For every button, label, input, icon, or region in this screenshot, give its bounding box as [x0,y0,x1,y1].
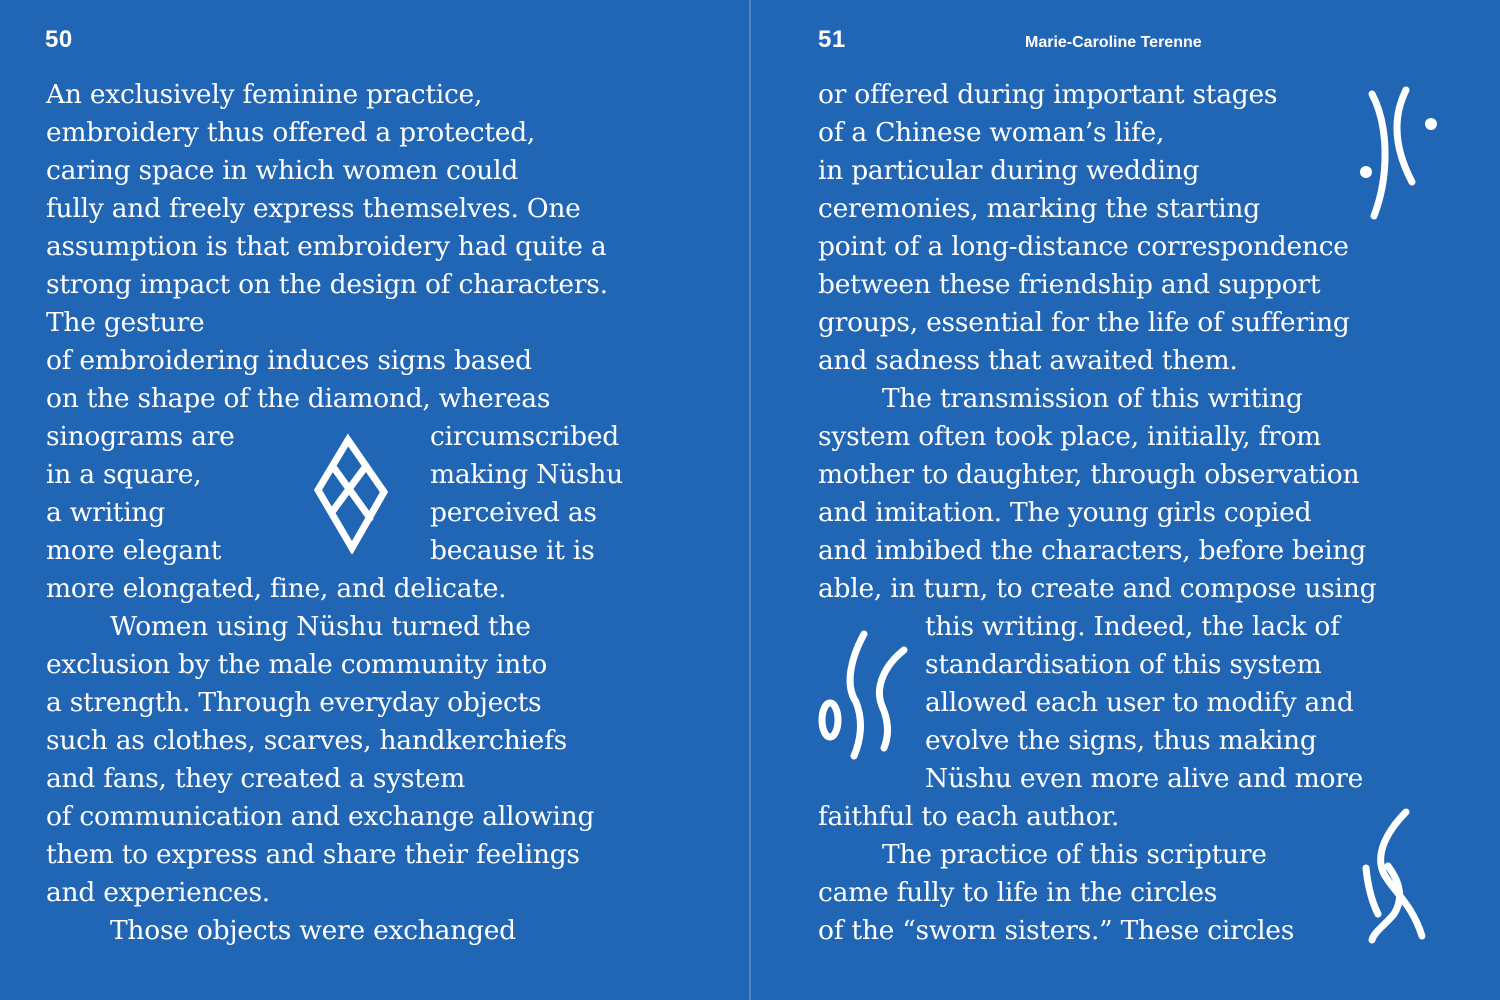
text-fragment-right: making Nüshu [430,459,623,490]
text-line: and experiences. [46,877,270,908]
text-line: on the shape of the diamond, whereas [46,383,551,414]
text-line: system often took place, initially, from [818,421,1322,452]
text-line: such as clothes, scarves, handkerchiefs [46,725,567,756]
running-head-author: Marie-Caroline Terenne [1025,34,1202,51]
text-line: and imitation. The young girls copied [818,497,1312,528]
text-line: more elongated, fine, and delicate. [46,573,507,604]
text-line-wrapped: allowed each user to modify and [925,687,1354,718]
text-line-indented: The transmission of this writing [882,383,1303,414]
body-text [818,76,1376,950]
text-line: The gesture [46,307,205,338]
text-line: of embroidering induces signs based [46,345,532,376]
text-fragment-right: perceived as [430,497,597,528]
page-number: 51 [818,26,846,53]
text-line: embroidery thus offered a protected, [46,117,536,148]
text-line: exclusion by the male community into [46,649,548,680]
text-line: caring space in which women could [46,155,519,186]
text-line-wrapped: this writing. Indeed, the lack of [925,611,1340,642]
text-line: of the “sworn sisters.” These circles [818,915,1295,946]
text-line: of a Chinese woman’s life, [818,117,1165,148]
nushu-character-bottom-icon [1360,806,1430,946]
text-line-wrapped: Nüshu even more alive and more [925,763,1364,794]
text-line-indented: The practice of this scripture [882,839,1267,870]
text-line: them to express and share their feelings [46,839,580,870]
text-line: mother to daughter, through observation [818,459,1360,490]
text-line: in particular during wedding [818,155,1200,186]
text-fragment-left: in a square, [46,459,202,490]
text-line: and fans, they created a system [46,763,465,794]
text-line: strong impact on the design of characters. [46,269,608,300]
nushu-character-top-icon [1354,84,1444,224]
text-line-wrapped: evolve the signs, thus making [925,725,1317,756]
text-line: point of a long-distance correspondence [818,231,1349,262]
text-line: assumption is that embroidery had quite a [46,231,607,262]
text-line: fully and freely express themselves. One [46,193,581,224]
text-line-indented: Women using Nüshu turned the [110,611,531,642]
text-line: a strength. Through everyday objects [46,687,542,718]
text-line: groups, essential for the life of suffering [818,307,1350,338]
nushu-diamond-character-icon [310,432,392,554]
text-line: between these friendship and support [818,269,1321,300]
nushu-character-middle-icon [816,626,912,762]
page-number: 50 [45,26,73,53]
text-line: came fully to life in the circles [818,877,1218,908]
text-fragment-left: sinograms are [46,421,235,452]
page-gutter [749,0,751,1000]
text-line: ceremonies, marking the starting [818,193,1260,224]
text-fragment-left: more elegant [46,535,222,566]
text-line: An exclusively feminine practice, [46,79,483,110]
text-line-indented: Those objects were exchanged [110,915,516,946]
text-line-wrapped: standardisation of this system [925,649,1322,680]
text-line: able, in turn, to create and compose using [818,573,1377,604]
text-fragment-right: because it is [430,535,595,566]
text-line: or offered during important stages [818,79,1278,110]
text-fragment-left: a writing [46,497,165,528]
text-line: and imbibed the characters, before being [818,535,1366,566]
text-line: and sadness that awaited them. [818,345,1238,376]
text-fragment-right: circumscribed [430,421,619,452]
text-line: of communication and exchange allowing [46,801,595,832]
text-line: faithful to each author. [818,801,1120,832]
